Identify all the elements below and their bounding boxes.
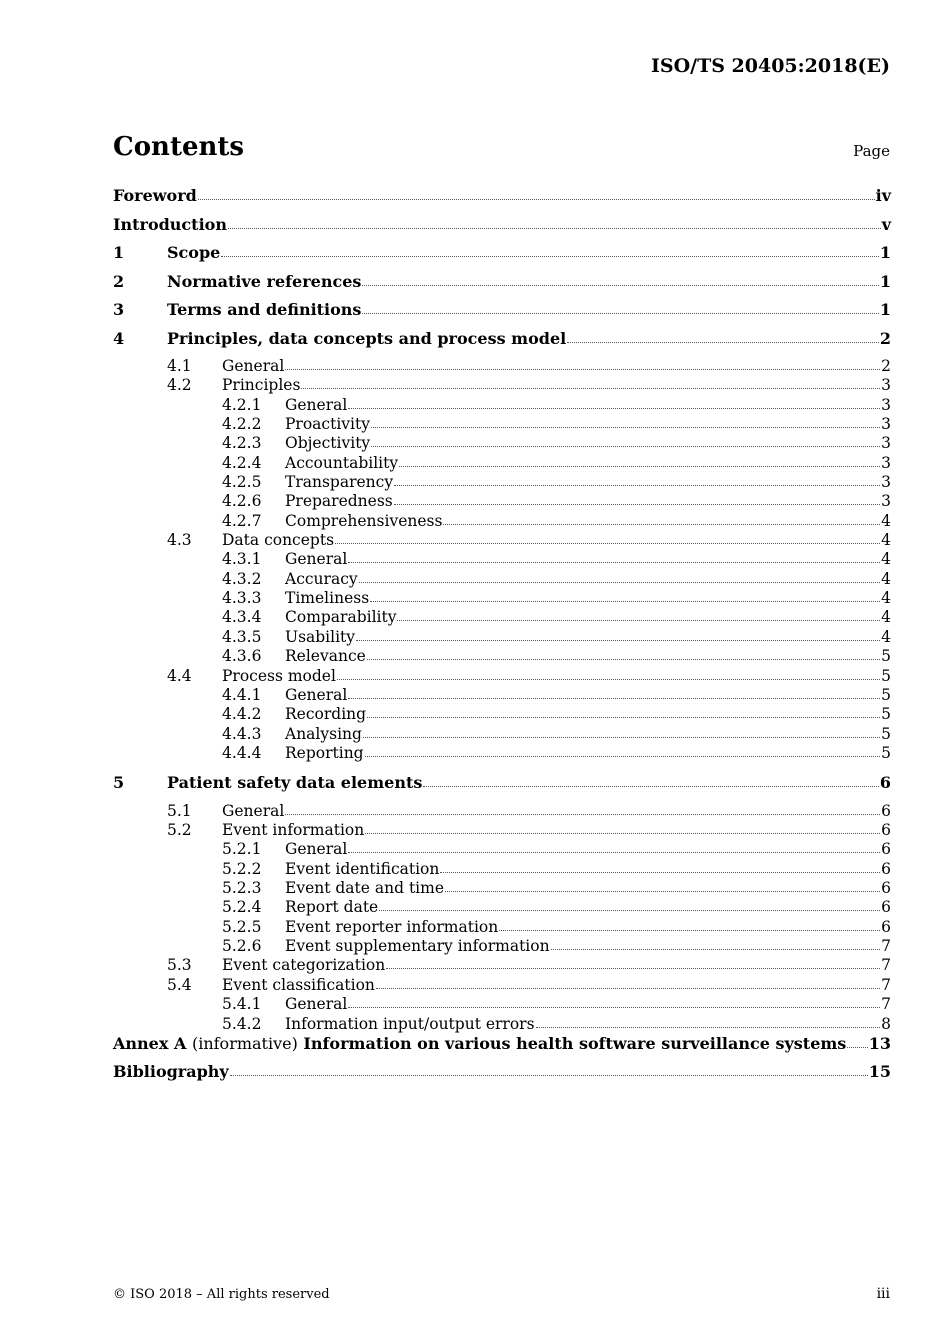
toc-entry-page: 6 <box>881 898 891 917</box>
toc-entry-number: 2 <box>113 271 125 291</box>
toc-entry-4-2-4[interactable] <box>113 454 891 473</box>
toc-entry-5-2-3[interactable] <box>113 879 891 898</box>
toc-entry-title: Scope <box>167 243 221 262</box>
toc-entry-title: Transparency <box>285 473 394 492</box>
leader-dots <box>847 1047 867 1048</box>
toc-entry-5-4-1[interactable] <box>113 995 891 1014</box>
toc-entry-page: 4 <box>881 531 891 550</box>
leader-dots <box>337 679 880 680</box>
toc-entry-title: Comparability <box>285 608 397 627</box>
toc-entry-bibliography[interactable] <box>113 1062 891 1091</box>
toc-entry-page: 6 <box>881 840 891 859</box>
toc-entry-4[interactable] <box>113 329 891 358</box>
toc-entry-title: General <box>222 357 285 375</box>
toc-entry-page: 6 <box>881 917 891 936</box>
toc-entry-page: 6 <box>881 821 891 840</box>
toc-entry-number: 5.4 <box>167 975 192 994</box>
leader-dots <box>367 717 880 718</box>
toc-entry-title: Proactivity <box>285 415 370 434</box>
toc-entry-page: v <box>881 214 891 234</box>
toc-entry-number: 4.3.3 <box>222 589 262 608</box>
toc-entry-title: Foreword <box>113 186 197 205</box>
toc-entry-page: 7 <box>881 937 891 956</box>
toc-entry-page: 1 <box>879 243 891 262</box>
toc-entry-number: 4.2.6 <box>222 492 262 511</box>
toc-entry-4-4[interactable] <box>113 667 891 686</box>
toc-entry-number: 4.2.1 <box>222 395 262 414</box>
toc-entry-4-4-4[interactable] <box>113 744 891 763</box>
toc-entry-number: 4.4.1 <box>222 685 262 704</box>
leader-dots <box>285 369 880 370</box>
toc-entry-4-2-7[interactable] <box>113 512 891 531</box>
toc-entry-number: 5.2 <box>167 821 192 840</box>
page-number: iii <box>876 1286 890 1302</box>
contents-heading: Contents <box>113 132 245 162</box>
leader-dots <box>440 872 880 873</box>
toc-entry-page: 1 <box>879 300 891 319</box>
toc-entry-number: 4.3.6 <box>222 647 262 666</box>
toc-entry-title: Bibliography <box>113 1062 229 1082</box>
toc-entry-page: 6 <box>879 773 891 793</box>
toc-entry-title: Information input/output errors <box>285 1014 535 1033</box>
leader-dots <box>499 930 880 931</box>
toc-entry-number: 5.4.1 <box>222 995 262 1014</box>
toc-entry-4-2-1[interactable] <box>113 396 891 415</box>
toc-entry-4-2[interactable] <box>113 376 891 395</box>
toc-entry-page: 3 <box>881 473 891 492</box>
leader-dots <box>228 228 881 229</box>
toc-entry-title: Process model <box>222 666 336 685</box>
toc-entry-number: 4.2 <box>167 376 192 395</box>
toc-entry-title: Usability <box>285 627 356 646</box>
leader-dots <box>443 524 880 525</box>
toc-entry-5-4-2[interactable] <box>113 1015 891 1034</box>
toc-entry-page: 7 <box>881 975 891 994</box>
leader-dots <box>363 737 880 738</box>
toc-entry-title: Normative references <box>167 271 362 291</box>
toc-entry-5-2-5[interactable] <box>113 918 891 937</box>
toc-entry-number: 4.1 <box>167 357 192 375</box>
leader-dots <box>359 582 880 583</box>
toc-entry-page: 4 <box>881 550 891 569</box>
toc-entry-number: 4.2.2 <box>222 415 262 434</box>
leader-dots <box>348 698 880 699</box>
toc-entry-number: 4 <box>113 328 125 348</box>
annex-title: Information on various health software surveillance systems <box>303 1033 847 1053</box>
toc-entry-page: 13 <box>868 1033 891 1053</box>
toc-entry-5-2-1[interactable] <box>113 840 891 859</box>
section-spacer <box>113 763 891 773</box>
leader-dots <box>365 756 881 757</box>
leader-dots <box>370 601 880 602</box>
toc-entry-page: 3 <box>881 395 891 414</box>
toc-entry-4-3[interactable] <box>113 531 891 550</box>
toc-entry-number: 4.4.2 <box>222 705 262 724</box>
toc-entry-title: Preparedness <box>285 492 393 511</box>
leader-dots <box>362 313 878 314</box>
toc-entry-page: 3 <box>881 415 891 434</box>
toc-entry-title: General <box>285 550 348 569</box>
leader-dots <box>348 1007 880 1008</box>
toc-entry-number: 5.4.2 <box>222 1014 262 1033</box>
toc-entry-title: Principles, data concepts and process model <box>167 328 567 348</box>
toc-entry-title: Terms and definitions <box>167 300 362 319</box>
toc-entry-number: 5.3 <box>167 956 192 975</box>
toc-entry-number: 5.2.5 <box>222 917 262 936</box>
toc-entry-page: 15 <box>868 1062 891 1082</box>
toc-entry-page: 5 <box>881 705 891 724</box>
leader-dots <box>376 988 880 989</box>
toc-entry-4-3-4[interactable] <box>113 608 891 627</box>
toc-entry-introduction[interactable] <box>113 215 891 244</box>
leader-dots <box>371 427 880 428</box>
toc-entry-title: Comprehensiveness <box>285 511 443 530</box>
page-column-label: Page <box>853 142 890 160</box>
leader-dots <box>365 833 880 834</box>
leader-dots <box>198 199 875 200</box>
leader-dots <box>335 543 880 544</box>
toc-entry-title: Recording <box>285 705 367 724</box>
toc-entry-title: General <box>285 395 348 414</box>
toc-entry-page: iv <box>875 186 891 205</box>
toc-entry-page: 5 <box>881 647 891 666</box>
toc-entry-page: 6 <box>881 859 891 878</box>
leader-dots <box>394 485 880 486</box>
toc-entry-title: Event classification <box>222 975 375 994</box>
toc-entry-number: 4.4 <box>167 666 192 685</box>
toc-entry-4-1[interactable] <box>113 357 891 376</box>
toc-entry-number: 4.3.1 <box>222 550 262 569</box>
toc-entry-page: 3 <box>881 453 891 472</box>
toc-entry-2[interactable] <box>113 272 891 301</box>
toc-entry-number: 5 <box>113 773 125 793</box>
toc-entry-title: Accuracy <box>285 569 358 588</box>
copyright-notice: © ISO 2018 – All rights reserved <box>113 1287 330 1302</box>
toc-entry-5-1[interactable] <box>113 802 891 821</box>
leader-dots <box>536 1027 881 1028</box>
toc-entry-page: 4 <box>881 627 891 646</box>
leader-dots <box>423 786 878 787</box>
toc-entry-4-2-5[interactable] <box>113 473 891 492</box>
toc-entry-title: General <box>285 995 348 1014</box>
toc-entry-title: General <box>222 801 285 820</box>
toc-entry-title: General <box>285 840 348 859</box>
toc-entry-number: 4.2.3 <box>222 434 262 453</box>
toc-entry-number: 3 <box>113 300 125 319</box>
leader-dots <box>221 256 879 257</box>
toc-entry-number: 4.3.4 <box>222 608 262 627</box>
toc-entry-title: Reporting <box>285 743 364 762</box>
toc-entry-4-3-6[interactable] <box>113 647 891 666</box>
toc-entry-page: 4 <box>881 511 891 530</box>
toc-entry-number: 4.3.2 <box>222 569 262 588</box>
annex-qualifier: (informative) <box>191 1033 298 1053</box>
leader-dots <box>348 562 880 563</box>
toc-entry-title: Principles <box>222 376 301 395</box>
toc-entry-number: 4.2.5 <box>222 473 262 492</box>
toc-entry-foreword[interactable] <box>113 186 891 215</box>
toc-entry-5-2-2[interactable] <box>113 860 891 879</box>
toc-entry-page: 7 <box>881 956 891 975</box>
toc-entry-number: 5.2.3 <box>222 879 262 898</box>
toc-entry-number: 4.4.4 <box>222 743 262 762</box>
toc-entry-page: 3 <box>881 376 891 395</box>
toc-entry-page: 8 <box>881 1014 891 1033</box>
leader-dots <box>348 408 880 409</box>
toc-entry-4-3-3[interactable] <box>113 589 891 608</box>
toc-entry-title: Event supplementary information <box>285 937 550 956</box>
leader-dots <box>386 968 880 969</box>
toc-entry-number: 5.2.6 <box>222 937 262 956</box>
toc-entry-title: Relevance <box>285 647 366 666</box>
toc-entry-4-4-1[interactable] <box>113 686 891 705</box>
leader-dots <box>367 659 880 660</box>
toc-entry-4-3-5[interactable] <box>113 628 891 647</box>
leader-dots <box>362 285 878 286</box>
toc-entry-5-2[interactable] <box>113 821 891 840</box>
toc-entry-5-3[interactable] <box>113 956 891 975</box>
toc-entry-page: 3 <box>881 492 891 511</box>
toc-entry-title: Introduction <box>113 214 227 234</box>
leader-dots <box>567 342 879 343</box>
leader-dots <box>356 640 880 641</box>
leader-dots <box>399 466 880 467</box>
toc-entry-title: Accountability <box>285 453 399 472</box>
leader-dots <box>285 814 880 815</box>
toc-entry-title: Event reporter information <box>285 917 499 936</box>
toc-entry-title: Event information <box>222 821 365 840</box>
toc-entry-page: 5 <box>881 666 891 685</box>
toc-entry-4-3-2[interactable] <box>113 570 891 589</box>
toc-entry-page: 5 <box>881 685 891 704</box>
toc-entry-title: Objectivity <box>285 434 371 453</box>
toc-entry-number: 5.2.1 <box>222 840 262 859</box>
toc-entry-page: 3 <box>881 434 891 453</box>
toc-entry-title: Timeliness <box>285 589 370 608</box>
leader-dots <box>551 949 881 950</box>
toc-entry-5-2-6[interactable] <box>113 937 891 956</box>
toc-entry-page: 4 <box>881 589 891 608</box>
toc-entry-number: 4.2.7 <box>222 511 262 530</box>
toc-entry-number: 5.2.2 <box>222 859 262 878</box>
toc-entry-1[interactable] <box>113 243 891 272</box>
toc-entry-page: 1 <box>879 271 891 291</box>
toc-entry-title: Analysing <box>285 724 362 743</box>
leader-dots <box>301 388 880 389</box>
leader-dots <box>230 1075 868 1076</box>
toc-entry-3[interactable] <box>113 300 891 329</box>
toc-entry-4-3-1[interactable] <box>113 550 891 569</box>
toc-entry-5[interactable] <box>113 773 891 802</box>
toc-entry-number: 4.3.5 <box>222 627 262 646</box>
toc-entry-number: 5.1 <box>167 801 192 820</box>
toc-entry-page: 2 <box>881 357 891 375</box>
toc-entry-4-2-2[interactable] <box>113 415 891 434</box>
toc-entry-4-2-6[interactable] <box>113 492 891 511</box>
leader-dots <box>445 891 880 892</box>
toc-entry-title: Event categorization <box>222 956 386 975</box>
leader-dots <box>397 620 880 621</box>
toc-entry-title: Patient safety data elements <box>167 773 423 793</box>
toc-entry-page: 4 <box>881 569 891 588</box>
toc-entry-5-2-4[interactable] <box>113 898 891 917</box>
toc-entry-page: 4 <box>881 608 891 627</box>
toc-entry-number: 5.2.4 <box>222 898 262 917</box>
toc-entry-page: 2 <box>879 328 891 348</box>
leader-dots <box>371 446 880 447</box>
toc-entry-title: Report date <box>285 898 379 917</box>
toc-entry-4-2-3[interactable] <box>113 434 891 453</box>
toc-entry-number: 4.4.3 <box>222 724 262 743</box>
toc-entry-5-4[interactable] <box>113 976 891 995</box>
toc-entry-title: Data concepts <box>222 531 335 550</box>
toc-entry-page: 5 <box>881 743 891 762</box>
leader-dots <box>394 504 880 505</box>
toc-entry-page: 6 <box>881 801 891 820</box>
toc-entry-number: 4.2.4 <box>222 453 262 472</box>
leader-dots <box>379 910 880 911</box>
toc-entry-number: 4.3 <box>167 531 192 550</box>
toc-entry-page: 5 <box>881 724 891 743</box>
toc-entry-title: Event date and time <box>285 879 445 898</box>
toc-entry-number: 1 <box>113 243 125 262</box>
toc-entry-page: 6 <box>881 879 891 898</box>
toc-entry-4-4-3[interactable] <box>113 725 891 744</box>
document-id: ISO/TS 20405:2018(E) <box>650 55 890 77</box>
toc-entry-title: General <box>285 685 348 704</box>
annex-label: Annex A <box>113 1033 187 1053</box>
toc-entry-4-4-2[interactable] <box>113 705 891 724</box>
toc-entry-title: Event identification <box>285 859 440 878</box>
toc-entry-title <box>113 1034 846 1053</box>
toc-entry-annex-a[interactable] <box>113 1034 891 1063</box>
table-of-contents <box>113 186 891 1091</box>
toc-entry-page: 7 <box>881 995 891 1014</box>
leader-dots <box>348 852 880 853</box>
